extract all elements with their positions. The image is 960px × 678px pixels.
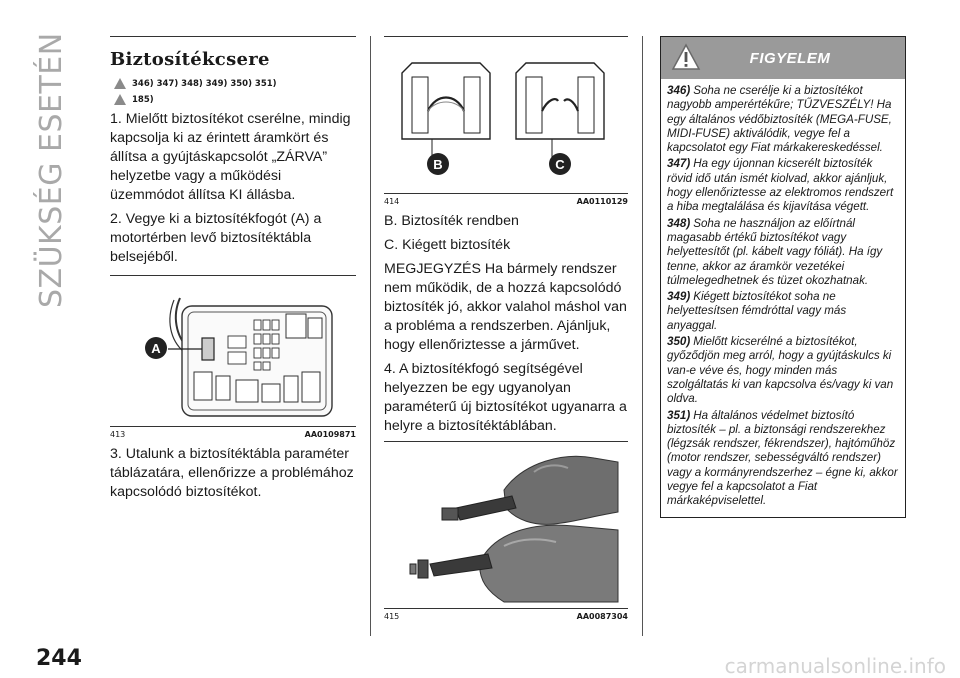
warning-header — [661, 37, 905, 79]
warning-title: FIGYELEM — [749, 49, 831, 67]
warning-item-number: 351) — [667, 408, 691, 422]
warning-body — [661, 79, 905, 517]
figure-413-caption — [110, 427, 356, 439]
figure-code: AA0110129 — [576, 197, 628, 206]
figure-415-caption — [384, 609, 628, 621]
figure-414-caption — [384, 194, 628, 206]
column-left — [110, 36, 356, 507]
warning-item-number: 350) — [667, 335, 691, 349]
column-middle — [384, 36, 628, 621]
figure-413 — [110, 275, 356, 427]
warning-item — [667, 157, 899, 214]
warning-box — [660, 36, 906, 518]
caution-triangle-icon — [114, 94, 126, 106]
warning-item — [667, 217, 899, 288]
caution-refs-text: 185) — [132, 95, 154, 105]
figure-label-c: C — [555, 157, 565, 172]
warning-item-text: Ha általános védelmet biztosító biztosíték – pl. a biztonsági rendszerekhez (légzsák rendszer, fékrendszer), hajtóműhöz (motor rendszer, sebességváltó rendszer) vagy a kormányrendszerhez – égne ki, akkor vegye fel a kapcsolatot a Fiat márkaképviselettel. — [667, 408, 898, 508]
instructions-part2 — [110, 445, 356, 502]
figure-label-b: B — [433, 157, 443, 172]
paragraph: 2. Vegye ki a biztosítékfogót (A) a motortérben levő biztosítéktábla belsejéből. — [110, 211, 322, 265]
warning-item-number: 346) — [667, 84, 691, 97]
chapter-side-title: SZÜKSÉG ESETÉN — [34, 32, 69, 308]
paragraph: 3. Utalunk a biztosítéktábla paraméter táblázatára, ellenőrizze a problémához kapcsolódó biztosítékot. — [110, 446, 354, 500]
column-divider — [370, 36, 371, 636]
fuse-condition-illustration — [384, 37, 628, 193]
figure-414 — [384, 36, 628, 194]
page-number: 244 — [36, 646, 82, 671]
figure-415 — [384, 441, 628, 609]
paragraph: C. Kiégett biztosíték — [384, 237, 511, 253]
column-right — [660, 36, 906, 518]
fuse-box-illustration — [110, 276, 356, 426]
paragraph: 4. A biztosítékfogó segítségével helyezzen be egy ugyanolyan paraméterű új biztosítékot ugyanarra a helyre a biztosítéktáblában. — [384, 361, 627, 434]
note-paragraph: MEGJEGYZÉS Ha bármely rendszer nem működik, de a hozzá kapcsolódó biztosíték jó, akkor valahol máshol van a probléma a rendszerben. Ajánljuk, hogy ellenőriztesse a járművet. — [384, 261, 627, 353]
warning-item-number: 349) — [667, 290, 691, 304]
warning-item-text: Mielőtt kicserélné a biztosítékot, győződjön meg arról, hogy a gyújtáskulcs ki van-e véve és, hogy minden más szolgáltatás ki van kapcsolva és/vagy ki van oldva. — [667, 335, 894, 406]
warning-item — [667, 84, 899, 155]
watermark: carmanualsonline.info — [724, 654, 946, 678]
warning-item-text: Kiégett biztosítékot soha ne helyettesítsen fémdróttal vagy más anyaggal. — [667, 290, 847, 332]
warning-item-number: 347) — [667, 157, 691, 171]
section-title: Biztosítékcsere — [110, 49, 270, 70]
fuse-puller-illustration — [384, 442, 628, 608]
figure-code: AA0087304 — [576, 612, 628, 621]
paragraph: 1. Mielőtt biztosítékot cserélne, mindig kapcsolja ki az érintett áramkört és állítsa a gyújtáskapcsolót „ZÁRVA” helyzetbe vagy a működési üzemmódot állítsa KI állásba. — [110, 111, 351, 203]
paragraph: B. Biztosíték rendben — [384, 213, 519, 229]
warning-item — [667, 335, 899, 406]
column-divider — [642, 36, 643, 636]
figure-code: AA0109871 — [304, 430, 356, 439]
caution-refs — [114, 94, 356, 106]
figure-number: 413 — [110, 430, 126, 439]
warning-item-text: Soha ne használjon az előírtnál magasabb értékű biztosítékot vagy helyettesítőt (pl. kábelt vagy fóliát). Ha így tenne, akkor az áramkör vezetékei túlmelegedhetnek és tüzet okozhatnak. — [667, 216, 883, 287]
figure-label-a: A — [151, 341, 161, 356]
warning-refs — [114, 78, 356, 90]
warning-item-text: Soha ne cserélje ki a biztosítékot nagyobb amperértékűre; TŰZVESZÉLY! Ha egy általános védőbiztosíték (MEGA-FUSE, MIDI-FUSE) aktiválódik, vegye fel a kapcsolatot egy Fiat márkakereskedéssel. — [667, 84, 892, 155]
warning-item-number: 348) — [667, 216, 691, 230]
warning-item — [667, 409, 899, 509]
warning-item — [667, 290, 899, 333]
warning-item-text: Ha egy újonnan kicserélt biztosíték rövid idő után ismét kiolvad, akkor ajánljuk, hogy ellenőriztesse az elektromos rendszert a hiba megtalálása és kijavítása végett. — [667, 157, 894, 214]
figure-number: 415 — [384, 612, 400, 621]
warning-triangle-icon — [671, 43, 701, 71]
warning-triangle-icon — [114, 78, 126, 90]
warning-refs-text: 346) 347) 348) 349) 350) 351) — [132, 79, 277, 89]
column-top-rule — [110, 36, 356, 37]
fuse-status-text — [384, 212, 628, 436]
instructions-part1 — [110, 110, 356, 267]
figure-number: 414 — [384, 197, 400, 206]
